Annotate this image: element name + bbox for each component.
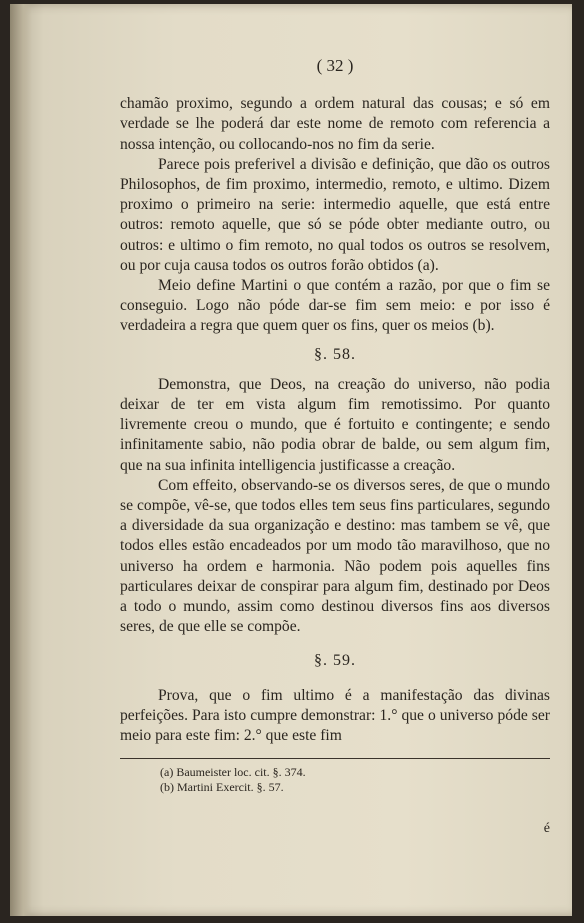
book-page xyxy=(10,4,572,916)
page-text-block xyxy=(120,56,550,840)
section-heading-59: §. 59. xyxy=(314,652,356,670)
paragraph-martini: Meio define Martini o que contém a razão, por que o fim se conseguio. Logo não póde dar-se fim sem meio: e por isso é verdadeira a regra que quem quer os fins, quer os meios (b). xyxy=(120,277,550,335)
paragraph-continued: chamão proximo, segundo a ordem natural das cousas; e só em verdade se lhe poderá dar este nome de remoto com referencia a nossa intenção, ou collocando-nos no fim da serie. xyxy=(120,95,550,153)
paragraph-definitions: Parece pois preferivel a divisão e definição, que dão os outros Philosophos, de fim proximo, intermedio, remoto, e ultimo. Dizem proximo o primeiro na serie: intermedio aquelle, que está entre outros: remoto aquelle, que só se póde obter mediante outro, ou outros: e ultimo o fim remoto, no qual todos os outros se resolvem, ou por cuja causa todos os outros forão obtidos (a). xyxy=(120,155,550,274)
section-heading-58: §. 58. xyxy=(314,345,356,363)
page-number: ( 32 ) xyxy=(316,56,354,75)
paragraph-com-effeito: Com effeito, observando-se os diversos seres, de que o mundo se compõe, vê-se, que todos elles tem seus fins particulares, segundo a diversidade da sua organização e destino: mas tambem se vê, que todos elles estão encadeados por um modo tão maravilhoso, que no universo ha ordem e harmonia. Não podem pois aquelles fins particulares deixar de conspirar para algum fim, destinado por Deos a todo o mundo, assim como destinou diversos fins aos diversos seres, de que elle se compõe. xyxy=(120,476,550,636)
paragraph-prova: Prova, que o fim ultimo é a manifestação das divinas perfeições. Para isto cumpre demonstrar: 1.° que o universo póde ser meio para este fim: 2.° que este fim xyxy=(120,686,550,745)
footnote-a: (a) Baumeister loc. cit. §. 374. xyxy=(160,765,306,780)
footnote-rule xyxy=(120,758,550,759)
footnotes xyxy=(120,765,550,795)
paragraph-demonstra: Demonstra, que Deos, na creação do universo, não podia deixar de ter em vista algum fim remotissimo. Por quanto livremente creou o mundo, que é fortuito e contingente; e sendo infinitamente sabio, não podia obrar de balde, ou sem algum fim, que na sua infinita intelligencia justificasse a creação. xyxy=(120,375,550,474)
page-binding xyxy=(10,4,32,916)
catchword: é xyxy=(543,821,550,837)
footnote-b: (b) Martini Exercit. §. 57. xyxy=(160,780,284,795)
